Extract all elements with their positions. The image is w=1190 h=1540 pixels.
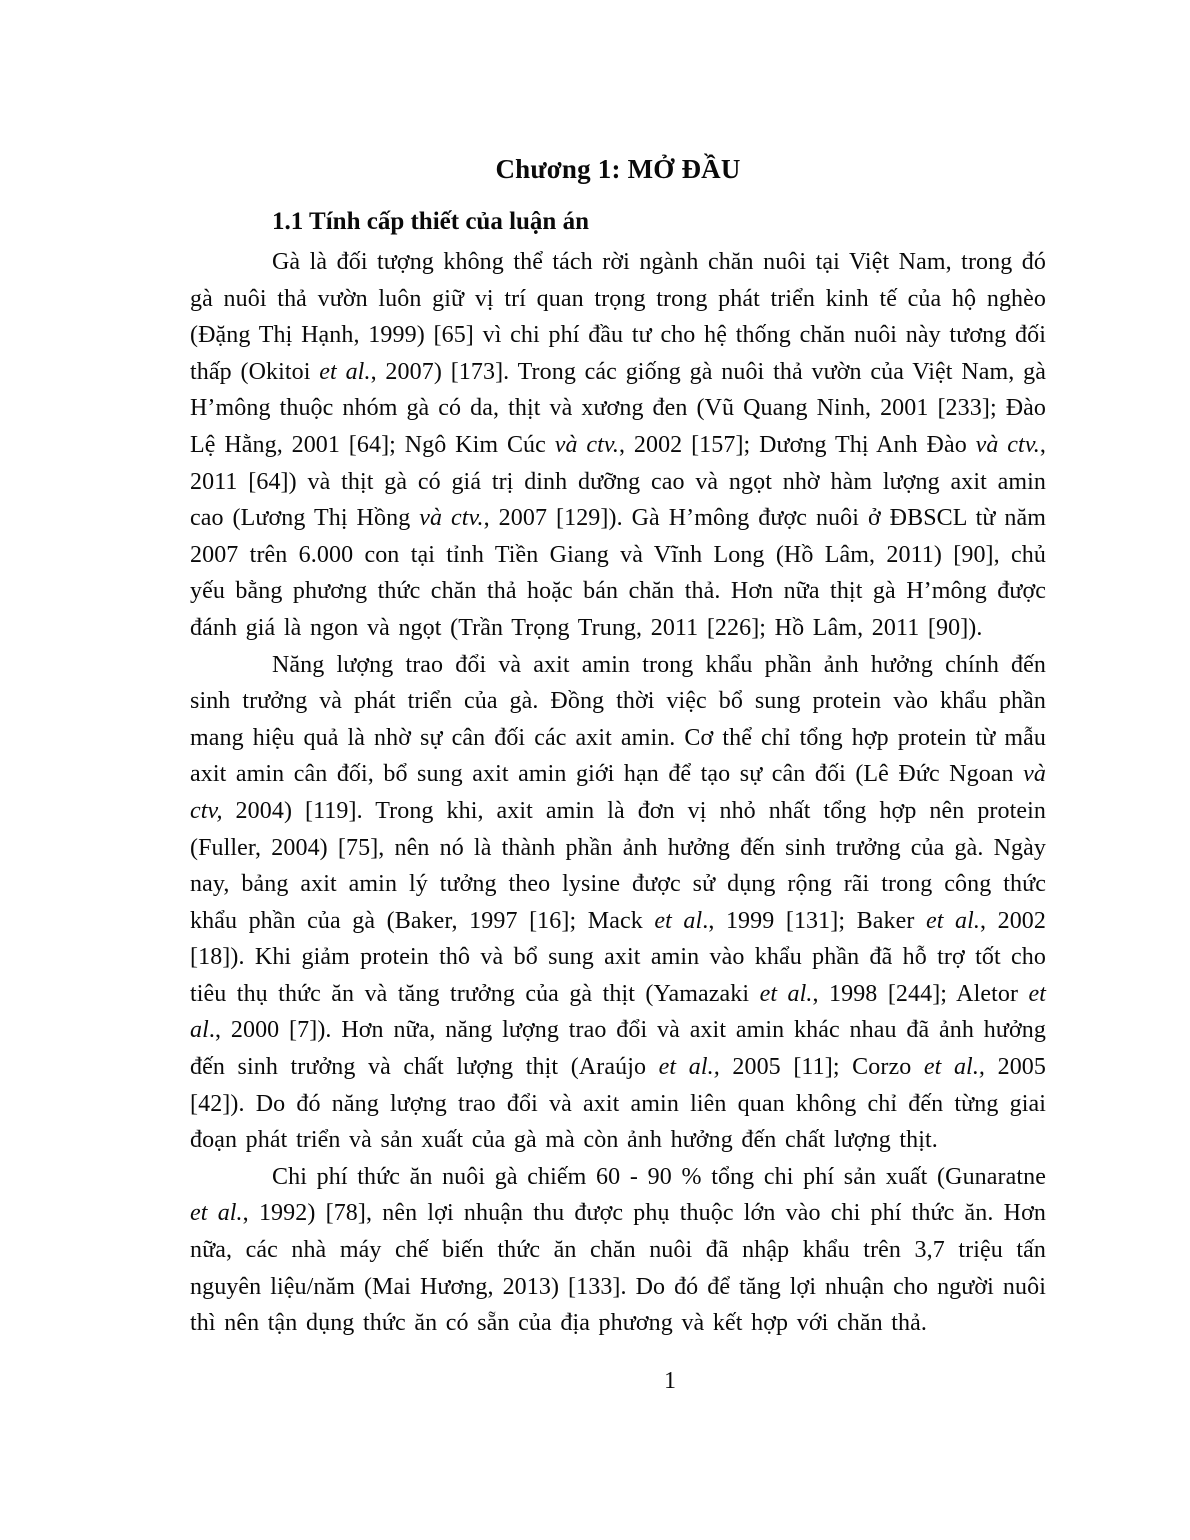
citation-latin-phrase: et al.,: [923, 1054, 986, 1081]
text-run: 2005 [11]; Corzo: [719, 1054, 924, 1081]
text-run: 2005 [42]). Do đó năng lượng trao đổi và axit amin liên quan không chỉ đến từng giai đoạn phát triển và sản xuất của gà mà còn ảnh hưởng đến chất lượng thịt.: [190, 1054, 1046, 1154]
citation-latin-phrase: và ctv,: [190, 761, 1046, 824]
text-run: 2004) [119]. Trong khi, axit amin là đơn vị nhỏ nhất tổng hợp nên protein (Fuller, 2004) [75], nên nó là thành phần ảnh hưởng đến sinh trưởng của gà. Ngày nay, bảng axit amin lý tưởng theo lysine được sử dụng rộng rãi trong công thức khẩu phần của gà (Baker, 1997 [16]; Mack: [190, 797, 1046, 934]
text-run: , 2007) [173]. Trong các giống gà nuôi thả vườn của Việt Nam, gà H’mông thuộc nhóm gà có da, thịt và xương đen (Vũ Quang Ninh, 2001 [233]; Đào Lệ Hằng, 2001 [64]; Ngô Kim Cúc: [190, 358, 1047, 458]
citation-latin-phrase: và ctv.: [554, 431, 619, 458]
citation-latin-phrase: et al: [190, 980, 1047, 1044]
text-run: , 2002 [157]; Dương Thị Anh Đào: [618, 431, 976, 458]
text-run: Chi phí thức ăn nuôi gà chiếm 60 - 90 % tổng chi phí sản xuất (Gunaratne: [272, 1163, 1046, 1190]
citation-latin-phrase: và ctv.: [419, 505, 484, 532]
text-run: , 1992) [78], nên lợi nhuận thu được phụ thuộc lớn vào chi phí thức ăn. Hơn nữa, các nhà máy chế biến thức ăn chăn nuôi đã nhập khẩu trên 3,7 triệu tấn nguyên liệu/năm (Mai Hương, 2013) [133]. Do đó để tăng lợi nhuận cho người nuôi thì nên tận dụng thức ăn có sẵn của địa phương và kết hợp với chăn thả.: [190, 1200, 1046, 1337]
citation-latin-phrase: et al.,: [658, 1054, 720, 1081]
section-heading: 1.1 Tính cấp thiết của luận án: [272, 208, 589, 235]
citation-latin-phrase: và ctv.: [975, 431, 1040, 458]
paragraph: [190, 647, 1046, 1159]
text-column: [190, 150, 1046, 1342]
page-number: 1: [664, 1368, 676, 1394]
citation-latin-phrase: et al.: [319, 358, 371, 385]
citation-latin-phrase: et al.: [190, 1200, 243, 1227]
text-run: , 2007 [129]). Gà H’mông được nuôi ở ĐBSCL từ năm 2007 trên 6.000 con tại tỉnh Tiền Giang và Vĩnh Long (Hồ Lâm, 2011) [90], chủ yếu bằng phương thức chăn thả hoặc bán chăn thả. Hơn nữa thịt gà H’mông được đánh giá là ngon và ngọt (Trần Trọng Trung, 2011 [226]; Hồ Lâm, 2011 [90]).: [190, 505, 1047, 641]
text-run: , 2011 [64]) và thịt gà có giá trị dinh dưỡng cao và ngọt nhờ hàm lượng axit amin cao (Lương Thị Hồng: [190, 431, 1046, 532]
text-run: ., 2000 [7]). Hơn nữa, năng lượng trao đổi và axit amin khác nhau đã ảnh hưởng đến sinh trưởng và chất lượng thịt (Araújo: [190, 1017, 1046, 1081]
paragraph: [190, 244, 1046, 647]
text-run: ., 1999 [131]; Baker: [702, 907, 926, 934]
text-run: , 1998 [244]; Aletor: [812, 980, 1029, 1007]
paragraph: [190, 1159, 1046, 1342]
body-text: [190, 244, 1046, 1342]
chapter-title: Chương 1: MỞ ĐẦU: [495, 154, 741, 184]
citation-latin-phrase: et al: [654, 907, 703, 934]
citation-latin-phrase: et al.: [925, 907, 980, 934]
citation-latin-phrase: et al.: [759, 980, 813, 1007]
text-run: Năng lượng trao đổi và axit amin trong khẩu phần ảnh hưởng chính đến sinh trưởng và phát triển của gà. Đồng thời việc bổ sung protein vào khẩu phần mang hiệu quả là nhờ sự cân đối các axit amin. Cơ thể chỉ tổng hợp protein từ mẫu axit amin cân đối, bổ sung axit amin giới hạn để tạo sự cân đối (Lê Đức Ngoan: [190, 651, 1046, 788]
text-run: , 2002 [18]). Khi giảm protein thô và bổ sung axit amin vào khẩu phần đã hỗ trợ tốt cho tiêu thụ thức ăn và tăng trưởng của gà thịt (Yamazaki: [190, 907, 1047, 1007]
text-run: Gà là đối tượng không thể tách rời ngành chăn nuôi tại Việt Nam, trong đó gà nuôi thả vườn luôn giữ vị trí quan trọng trong phát triển kinh tế của hộ nghèo (Đặng Thị Hạnh, 1999) [65] vì chi phí đầu tư cho hệ thống chăn nuôi này tương đối thấp (Okitoi: [190, 249, 1046, 385]
